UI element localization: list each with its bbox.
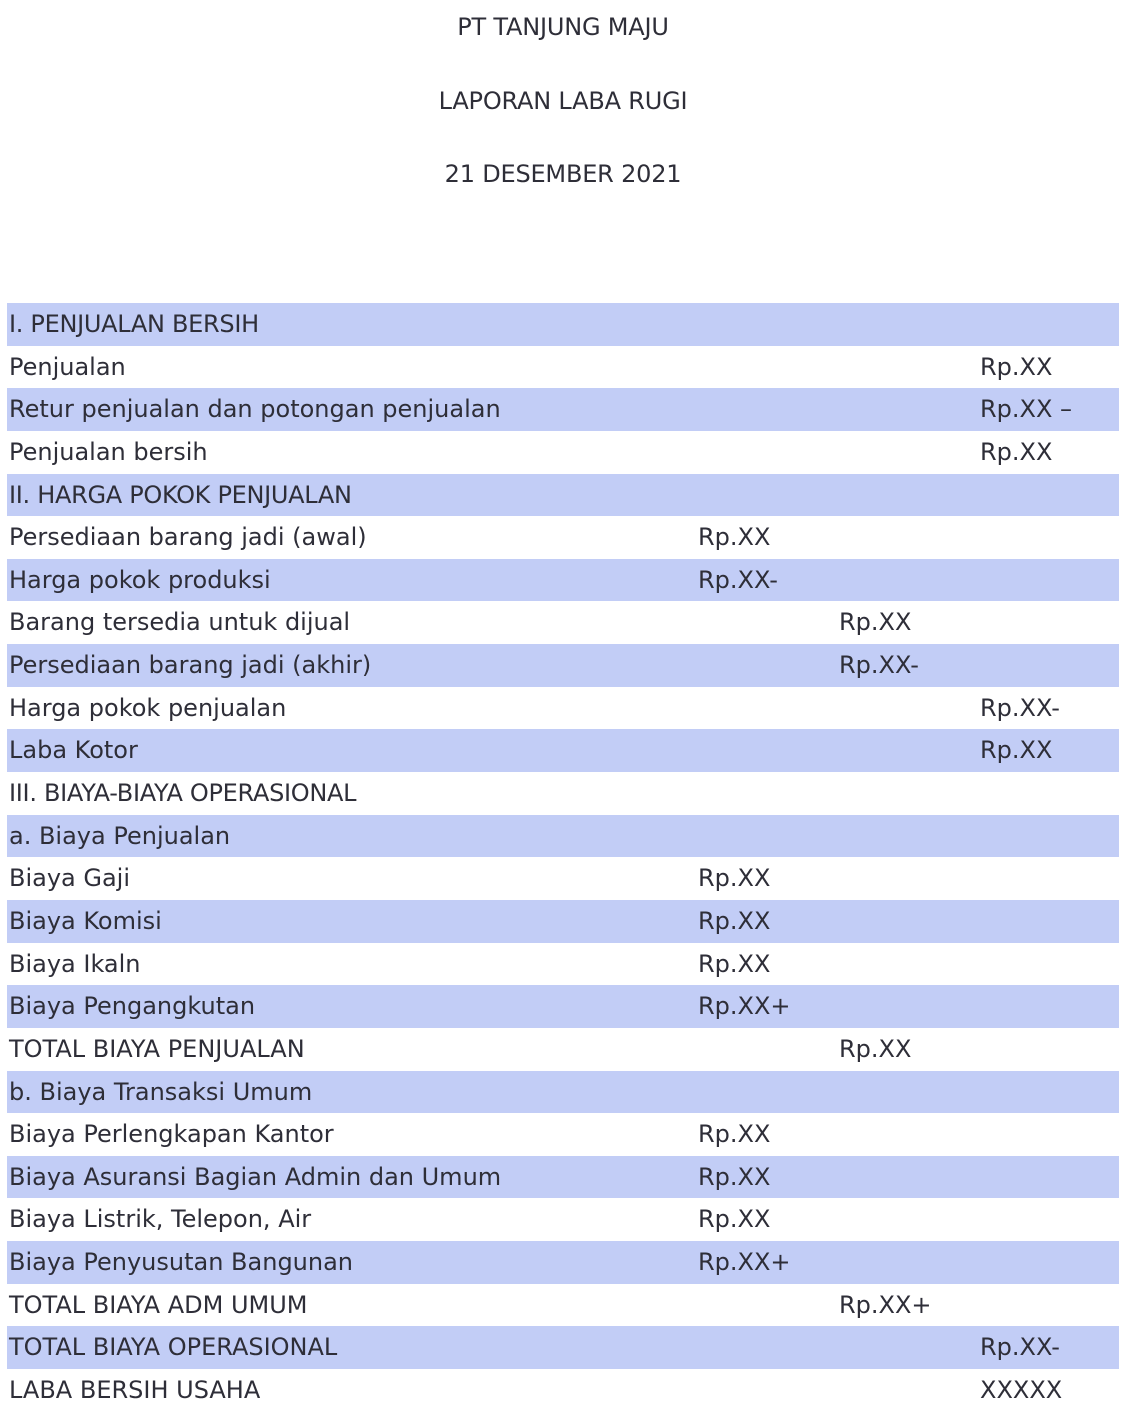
table-row [7,1326,1119,1369]
income-statement-table [7,303,1119,1412]
row-label: Persediaan barang jadi (awal) [9,523,367,552]
row-label: Biaya Perlengkapan Kantor [9,1120,334,1149]
row-col1-amount: Rp.XX+ [698,1248,791,1277]
table-row [7,857,1119,900]
table-row [7,1028,1119,1071]
table-row [7,474,1119,517]
row-col3-amount: Rp.XX [980,736,1053,765]
report-title: LAPORAN LABA RUGI [438,87,688,115]
row-label: Biaya Asuransi Bagian Admin dan Umum [9,1162,502,1191]
row-col3-amount: Rp.XX- [980,693,1060,722]
row-col3-amount: Rp.XX- [980,1333,1060,1362]
row-label: Harga pokok penjualan [9,693,287,722]
row-label: TOTAL BIAYA OPERASIONAL [9,1333,338,1362]
table-row [7,687,1119,730]
row-col1-amount: Rp.XX [698,1205,771,1234]
row-label: II. HARGA POKOK PENJUALAN [9,480,352,509]
row-col2-amount: Rp.XX [839,608,912,637]
table-row [7,985,1119,1028]
table-row [7,1241,1119,1284]
row-label: Retur penjualan dan potongan penjualan [9,395,501,424]
row-col1-amount: Rp.XX [698,1162,771,1191]
row-col1-amount: Rp.XX [698,949,771,978]
table-row [7,1198,1119,1241]
table-row [7,1156,1119,1199]
row-col3-amount: XXXXX [980,1376,1063,1405]
table-row [7,943,1119,986]
row-label: Penjualan [9,352,126,381]
row-col1-amount: Rp.XX [698,523,771,552]
table-row [7,388,1119,431]
table-row [7,431,1119,474]
row-col2-amount: Rp.XX [839,1034,912,1063]
table-row [7,729,1119,772]
row-label: b. Biaya Transaksi Umum [9,1077,313,1106]
company-name: PT TANJUNG MAJU [457,13,669,41]
row-col2-amount: Rp.XX- [839,651,919,680]
row-col1-amount: Rp.XX [698,906,771,935]
table-row [7,900,1119,943]
row-col3-amount: Rp.XX [980,352,1053,381]
table-row [7,1071,1119,1114]
row-label: I. PENJUALAN BERSIH [9,310,259,338]
row-label: Biaya Listrik, Telepon, Air [9,1205,312,1234]
row-label: Biaya Penyusutan Bangunan [9,1248,354,1277]
table-row [7,516,1119,559]
row-label: TOTAL BIAYA PENJUALAN [9,1034,305,1063]
row-label: Biaya Komisi [9,906,162,935]
row-label: a. Biaya Penjualan [9,821,231,850]
row-label: Harga pokok produksi [9,565,271,594]
table-row [7,303,1119,346]
table-row [7,644,1119,687]
row-label: Penjualan bersih [9,437,208,466]
table-row [7,559,1119,602]
row-col1-amount: Rp.XX- [698,565,778,594]
row-col3-amount: Rp.XX [980,437,1053,466]
table-row [7,772,1119,815]
table-row [7,1369,1119,1412]
table-row [7,1113,1119,1156]
row-col2-amount: Rp.XX+ [839,1290,932,1319]
row-col1-amount: Rp.XX [698,1120,771,1149]
row-label: Biaya Ikaln [9,949,141,978]
row-col1-amount: Rp.XX [698,864,771,893]
table-row [7,1284,1119,1327]
table-row [7,601,1119,644]
row-label: LABA BERSIH USAHA [9,1376,261,1405]
row-label: Laba Kotor [9,736,138,765]
row-label: Biaya Pengangkutan [9,992,256,1021]
table-row [7,346,1119,389]
row-label: Biaya Gaji [9,864,131,893]
table-row [7,815,1119,858]
row-label: Barang tersedia untuk dijual [9,608,351,637]
row-col1-amount: Rp.XX+ [698,992,791,1021]
row-label: TOTAL BIAYA ADM UMUM [9,1290,308,1319]
row-label: III. BIAYA-BIAYA OPERASIONAL [9,779,357,808]
row-label: Persediaan barang jadi (akhir) [9,651,372,680]
report-date: 21 DESEMBER 2021 [444,160,682,188]
row-col3-amount: Rp.XX – [980,395,1073,424]
